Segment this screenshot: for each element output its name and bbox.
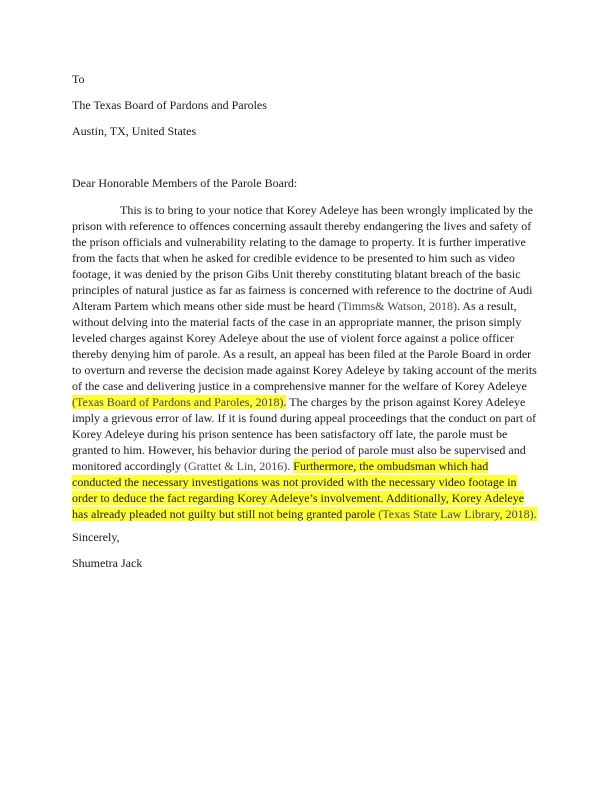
body-text: . As a result, without delving into the material facts of the case in an appropriate manner, the prison simply leveled charges against Korey Adeleye about the use of violent force against a police officer thereby denying him of parole. As a result, an appeal has been filed at the Parole Board in order to overturn and reverse the decision made against Korey Adeleye by taking account of the merits of the case and delivering justice in a comprehensive manner for the welfare of Korey Adeleye (72, 299, 537, 393)
highlighted-text: Furthermore, the ombudsman which had conducted the necessary investigations was not provided with the necessary video footage in order to deduce the fact regarding Korey Adeleye’s involvement. Additionally, Korey Adeleye has already pleaded not guilty but still not being granted parole (Texas State Law Library, 2018). (72, 459, 537, 521)
citation: (Grattet & Lin, 2016) (183, 459, 288, 473)
to-line: To (72, 72, 85, 86)
citation-highlighted: (Texas Board of Pardons and Paroles, 2018) (72, 395, 284, 409)
address-line: Austin, TX, United States (72, 124, 197, 138)
body-text: The charges by the prison against Korey Adeleye imply a grievous error of law. If it is found during appeal proceedings that the conduct on part of Korey Adeleye during his prison sentence has been satisfactory off late, the parole must be granted to him. However, his behavior during the period of parole must also be supervised and monitored accordingly (72, 395, 537, 473)
citation: (Timms& Watson, 2018) (337, 299, 457, 313)
salutation: Dear Honorable Members of the Parole Board: (72, 176, 298, 190)
body-paragraph: This is to bring to your notice that Korey Adeleye has been wrongly implicated by the prison with reference to offences concerning assault thereby endangering the lives and safety of the prison officials and vulnerability relating to the damage to property. It is further imperative from the facts that when he asked for credible evidence to be presented to him such as video footage, it was denied by the prison Gibs Unit thereby constituting blatant breach of the basic principles of natural justice as far as fairness is concerned with reference to the doctrine of Audi Alteram Partem which means other side must be heard (Timms& Watson, 2018). As a result, without delving into the material facts of the case in an appropriate manner, the prison simply leveled charges against Korey Adeleye about the use of violent force against a police officer thereby denying him of parole. As a result, an appeal has been filed at the Parole Board in order to overturn and reverse the decision made against Korey Adeleye by taking account of the merits of the case and delivering justice in a comprehensive manner for the welfare of Korey Adeleye (Texas Board of Pardons and Paroles, 2018). The charges by the prison against Korey Adeleye imply a grievous error of law. If it is found during appeal proceedings that the conduct on part of Korey Adeleye during his prison sentence has been satisfactory off late, the parole must be granted to him. However, his behavior during the period of parole must also be supervised and monitored accordingly (Grattet & Lin, 2016). Furthermore, the ombudsman which had conducted the necessary investigations was not provided with the necessary video footage in order to deduce the fact regarding Korey Adeleye’s involvement. Additionally, Korey Adeleye has already pleaded not guilty but still not being granted parole (Texas State Law Library, 2018). (72, 203, 537, 521)
signature: Shumetra Jack (72, 556, 143, 570)
body-text: This is to bring to your notice that Korey Adeleye has been wrongly implicated by the prison with reference to offences concerning assault thereby endangering the lives and safety of the prison officials and vulnerability relating to the damage to property. It is further imperative from the facts that when he asked for credible evidence to be presented to him such as video footage, it was denied by the prison Gibs Unit thereby constituting blatant breach of the basic principles of natural justice as far as fairness is concerned with reference to the doctrine of Audi Alteram Partem which means other side must be heard (72, 203, 533, 313)
citation-highlighted: (Texas State Law Library, 2018) (378, 507, 534, 521)
recipient-line: The Texas Board of Pardons and Paroles (72, 98, 267, 112)
closing: Sincerely, (72, 530, 120, 544)
